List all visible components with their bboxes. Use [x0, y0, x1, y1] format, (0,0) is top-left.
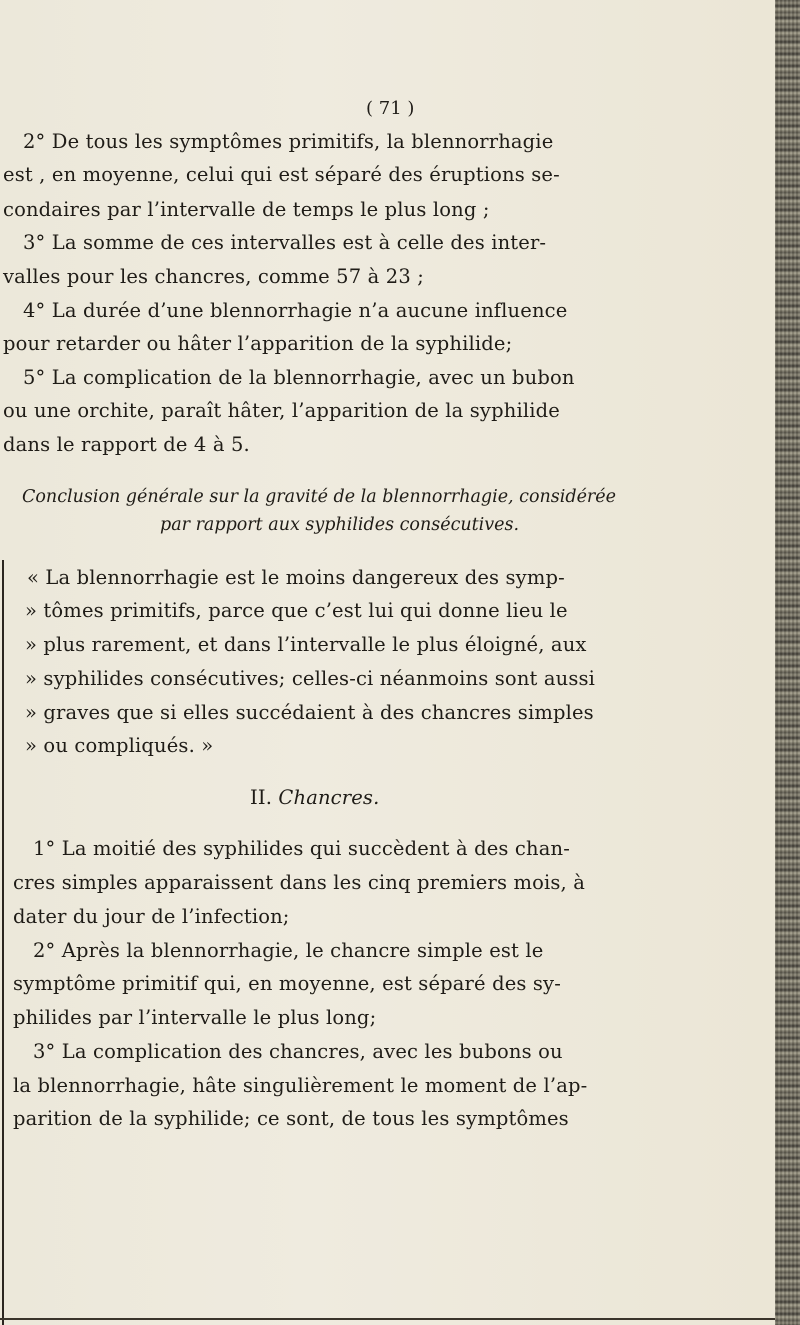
- section-line: dater du jour de l’infection;: [13, 905, 290, 928]
- page-number: ( 71 ): [366, 98, 415, 119]
- text-line: est , en moyenne, celui qui est séparé des éruptions se-: [3, 163, 560, 186]
- text-line: dans le rapport de 4 à 5.: [3, 433, 250, 456]
- text-line: condaires par l’intervalle de temps le plus long ;: [3, 198, 490, 221]
- section-line: 2° Après la blennorrhagie, le chancre simple est le: [33, 939, 544, 962]
- text-line: 5° La complication de la blennorrhagie, avec un bubon: [23, 366, 575, 389]
- conclusion-heading-line-2: par rapport aux syphilides consécutives.: [160, 515, 520, 535]
- section-line: symptôme primitif qui, en moyenne, est séparé des sy-: [13, 972, 561, 995]
- conclusion-heading-line-1: Conclusion générale sur la gravité de la blennorrhagie, considérée: [22, 487, 617, 507]
- quote-line: » ou compliqués. »: [25, 734, 214, 757]
- section-line: cres simples apparaissent dans les cinq premiers mois, à: [13, 871, 586, 894]
- quote-line: » plus rarement, et dans l’intervalle le plus éloigné, aux: [25, 633, 587, 656]
- quote-line: « La blennorrhagie est le moins dangereux des symp-: [27, 566, 565, 589]
- text-line: valles pour les chancres, comme 57 à 23 ;: [3, 265, 424, 288]
- book-binding-edge: [775, 0, 800, 1325]
- section-heading: [250, 787, 379, 809]
- section-number: II.: [250, 786, 273, 809]
- quote-line: » syphilides consécutives; celles-ci néanmoins sont aussi: [25, 667, 596, 690]
- section-title: Chancres.: [278, 786, 380, 809]
- section-line: parition de la syphilide; ce sont, de tous les symptômes: [13, 1107, 569, 1130]
- text-line: 4° La durée d’une blennorrhagie n’a aucune influence: [23, 299, 568, 322]
- section-line: philides par l’intervalle le plus long;: [13, 1006, 377, 1029]
- quote-line: » tômes primitifs, parce que c’est lui qui donne lieu le: [25, 599, 568, 622]
- quote-line: » graves que si elles succédaient à des chancres simples: [25, 701, 594, 724]
- text-line: ou une orchite, paraît hâter, l’apparition de la syphilide: [3, 399, 560, 422]
- text-line: 3° La somme de ces intervalles est à celle des inter-: [23, 231, 547, 254]
- section-line: 1° La moitié des syphilides qui succèdent à des chan-: [33, 837, 570, 860]
- text-line: pour retarder ou hâter l’apparition de la syphilide;: [3, 332, 513, 355]
- section-line: la blennorrhagie, hâte singulièrement le moment de l’ap-: [13, 1074, 588, 1097]
- section-line: 3° La complication des chancres, avec les bubons ou: [33, 1040, 563, 1063]
- text-line: 2° De tous les symptômes primitifs, la blennorrhagie: [23, 130, 554, 153]
